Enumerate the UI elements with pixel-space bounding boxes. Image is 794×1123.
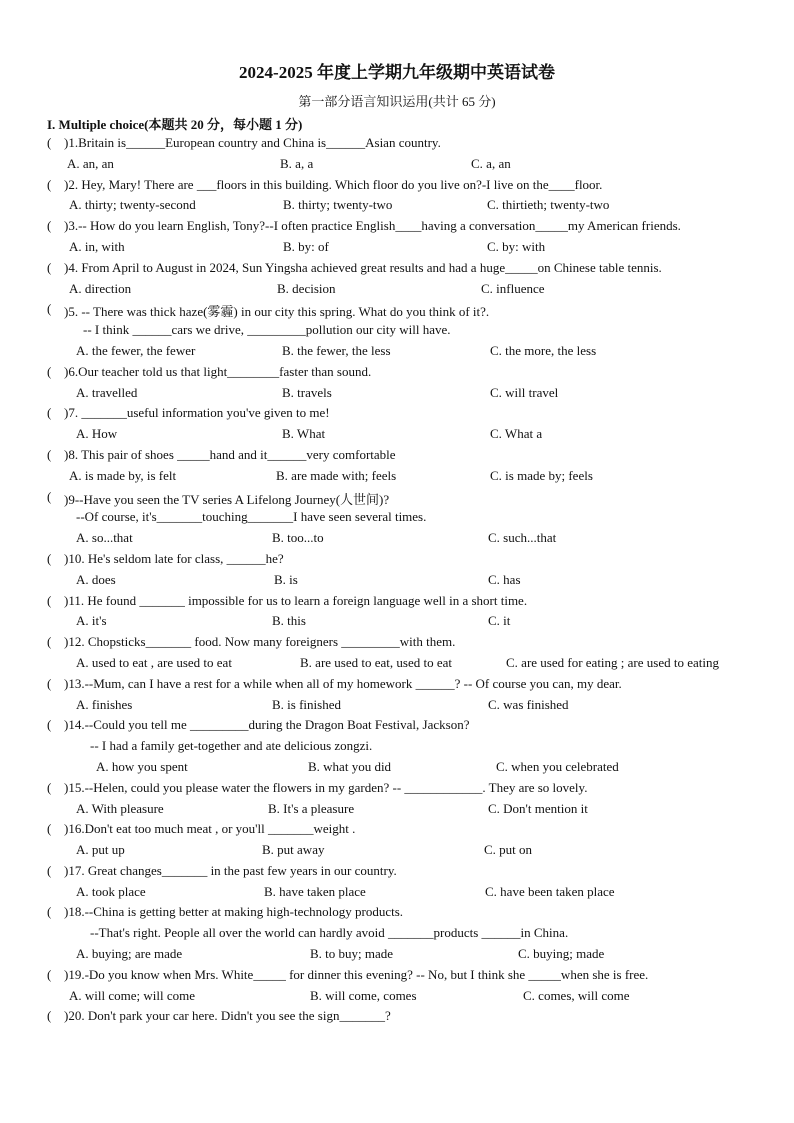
- option-b[interactable]: B. is: [274, 571, 298, 587]
- answer-bracket[interactable]: (: [47, 259, 52, 275]
- options-row: [0, 694, 794, 715]
- options-row: [0, 340, 794, 361]
- options-row: [0, 881, 794, 902]
- option-a[interactable]: A. direction: [69, 280, 132, 296]
- option-b[interactable]: B. It's a pleasure: [268, 800, 355, 816]
- question-12: [0, 631, 794, 652]
- options-row: [0, 756, 794, 777]
- options-row: [0, 465, 794, 486]
- question-text: )8. This pair of shoes _____hand and it______very comfortable: [64, 446, 396, 462]
- option-b[interactable]: B. travels: [282, 384, 332, 400]
- option-c[interactable]: C. it: [488, 613, 511, 629]
- question-text: )10. He's seldom late for class, ______he?: [64, 550, 284, 566]
- option-a[interactable]: A. will come; will come: [69, 987, 196, 1003]
- question-text: )18.--China is getting better at making high-technology products.: [64, 904, 404, 920]
- answer-bracket[interactable]: (: [47, 966, 52, 982]
- option-b[interactable]: B. are made with; feels: [276, 467, 397, 483]
- part-subtitle: 第一部分语言知识运用(共计 65 分): [298, 94, 496, 109]
- question-6: [0, 361, 794, 382]
- option-c[interactable]: C. has: [488, 571, 521, 587]
- option-c[interactable]: C. are used for eating ; are used to eating: [506, 654, 719, 670]
- question-text: )16.Don't eat too much meat , or you'll _______weight .: [64, 821, 356, 837]
- answer-bracket[interactable]: (: [47, 717, 52, 733]
- answer-bracket[interactable]: (: [47, 862, 52, 878]
- exam-title: 2024-2025 年度上学期九年级期中英语试卷: [239, 63, 555, 82]
- answer-bracket[interactable]: (: [47, 135, 52, 150]
- option-a[interactable]: A. travelled: [76, 384, 138, 400]
- option-c[interactable]: C. a, an: [471, 155, 511, 171]
- option-c[interactable]: C. thirtieth; twenty-two: [487, 197, 610, 213]
- option-c[interactable]: C. have been taken place: [485, 883, 615, 899]
- question-7: [0, 402, 794, 423]
- answer-bracket[interactable]: (: [47, 218, 52, 234]
- option-a[interactable]: A. it's: [76, 613, 107, 629]
- answer-bracket[interactable]: (: [47, 363, 52, 379]
- question-text: )9--Have you seen the TV series A Lifelong Journey(人世间)?: [64, 491, 390, 507]
- question-2: [0, 174, 794, 195]
- option-c[interactable]: C. influence: [481, 280, 545, 296]
- option-c[interactable]: C. Don't mention it: [488, 800, 588, 816]
- question-text: )4. From April to August in 2024, Sun Yingsha achieved great results and had a huge_____on Chinese table tennis.: [64, 259, 662, 275]
- question-text: )17. Great changes_______ in the past few years in our country.: [64, 862, 397, 878]
- answer-bracket[interactable]: (: [47, 779, 52, 795]
- option-a[interactable]: A. used to eat , are used to eat: [76, 654, 232, 670]
- option-b[interactable]: B. have taken place: [264, 883, 366, 899]
- options-row: [0, 527, 794, 548]
- question-text: )3.-- How do you learn English, Tony?--I often practice English____having a conversation_____my American friends.: [64, 218, 681, 234]
- option-a[interactable]: A. finishes: [76, 696, 133, 712]
- question-16: [0, 818, 794, 839]
- dialogue-line: --Of course, it's_______touching_______I have seen several times.: [76, 509, 427, 525]
- option-b[interactable]: B. a, a: [280, 155, 314, 171]
- option-c[interactable]: C. What a: [490, 426, 543, 442]
- question-15: [0, 777, 794, 798]
- option-b[interactable]: B. too...to: [272, 530, 324, 546]
- option-c[interactable]: C. by: with: [487, 238, 546, 254]
- dialogue-line: -- I had a family get-together and ate delicious zongzi.: [90, 738, 373, 754]
- option-c[interactable]: C. will travel: [490, 384, 559, 400]
- option-c[interactable]: C. was finished: [488, 696, 569, 712]
- option-b[interactable]: B. by: of: [283, 238, 329, 254]
- option-a[interactable]: A. in, with: [69, 238, 125, 254]
- options-row: [0, 943, 794, 964]
- option-c[interactable]: C. buying; made: [518, 946, 605, 962]
- answer-bracket[interactable]: (: [47, 446, 52, 462]
- options-row: [0, 236, 794, 257]
- answer-bracket[interactable]: (: [47, 405, 52, 421]
- option-a[interactable]: A. an, an: [67, 155, 114, 171]
- question-10: [0, 548, 794, 569]
- option-b[interactable]: B. is finished: [272, 696, 341, 712]
- dialogue-line: -- I think ______cars we drive, _________pollution our city will have.: [83, 322, 451, 338]
- option-c[interactable]: C. such...that: [488, 530, 557, 546]
- answer-bracket[interactable]: (: [47, 675, 52, 691]
- option-a[interactable]: A. thirty; twenty-second: [69, 197, 196, 213]
- option-b[interactable]: B. thirty; twenty-two: [283, 197, 393, 213]
- option-b[interactable]: B. what you did: [308, 758, 392, 774]
- question-14: [0, 714, 794, 735]
- question-text: )2. Hey, Mary! There are ___floors in this building. Which floor do you live on?-I live on the____floor.: [64, 176, 603, 192]
- question-continuation: [0, 735, 794, 756]
- answer-bracket[interactable]: (: [47, 488, 52, 504]
- question-text: )13.--Mum, can I have a rest for a while when all of my homework ______? -- Of course you can, my dear.: [64, 675, 622, 691]
- question-continuation: [0, 506, 794, 527]
- section-heading: I. Multiple choice(本题共 20 分，每小题 1 分): [47, 117, 303, 132]
- option-a[interactable]: A. is made by, is felt: [69, 467, 177, 483]
- option-c[interactable]: C. when you celebrated: [496, 758, 619, 774]
- option-b[interactable]: B. put away: [262, 842, 325, 858]
- option-c[interactable]: C. comes, will come: [523, 987, 630, 1003]
- question-5: [0, 298, 794, 319]
- answer-bracket[interactable]: (: [47, 821, 52, 837]
- question-continuation: [0, 922, 794, 943]
- answer-bracket[interactable]: (: [47, 176, 52, 192]
- answer-bracket[interactable]: (: [47, 592, 52, 608]
- question-18: [0, 901, 794, 922]
- question-text: )7. _______useful information you've given to me!: [64, 405, 330, 421]
- options-row: [0, 985, 794, 1006]
- answer-bracket[interactable]: (: [47, 1008, 52, 1024]
- option-a[interactable]: A. the fewer, the fewer: [76, 342, 196, 358]
- option-c[interactable]: C. is made by; feels: [490, 467, 593, 483]
- options-row: [0, 194, 794, 215]
- options-row: [0, 382, 794, 403]
- question-13: [0, 673, 794, 694]
- question-continuation: [0, 319, 794, 340]
- option-a[interactable]: A. buying; are made: [76, 946, 183, 962]
- question-1: [0, 132, 794, 153]
- option-c[interactable]: C. the more, the less: [490, 342, 597, 358]
- options-row: [0, 610, 794, 631]
- options-row: [0, 652, 794, 673]
- option-b[interactable]: B. will come, comes: [310, 987, 417, 1003]
- option-a[interactable]: A. How: [76, 426, 118, 442]
- options-row: [0, 153, 794, 174]
- option-a[interactable]: A. so...that: [76, 530, 133, 546]
- option-a[interactable]: A. took place: [76, 883, 146, 899]
- question-text: )1.Britain is______European country and China is______Asian country.: [64, 135, 441, 150]
- question-8: [0, 444, 794, 465]
- answer-bracket[interactable]: (: [47, 301, 52, 317]
- question-text: )12. Chopsticks_______ food. Now many foreigners _________with them.: [64, 634, 456, 650]
- question-text: )5. -- There was thick haze(雾霾) in our city this spring. What do you think of it?.: [64, 304, 490, 320]
- question-text: )15.--Helen, could you please water the flowers in my garden? -- ____________. They are so lovely.: [64, 779, 588, 795]
- dialogue-line: --That's right. People all over the world can hardly avoid _______products ______in China.: [90, 925, 569, 941]
- option-a[interactable]: A. put up: [76, 842, 125, 858]
- question-text: )19.-Do you know when Mrs. White_____ for dinner this evening? -- No, but I think she _____when she is free.: [64, 966, 649, 982]
- question-9: [0, 486, 794, 507]
- option-b[interactable]: B. are used to eat, used to eat: [300, 654, 452, 670]
- question-text: )20. Don't park your car here. Didn't you see the sign_______?: [64, 1008, 391, 1024]
- question-3: [0, 215, 794, 236]
- options-row: [0, 569, 794, 590]
- question-text: )14.--Could you tell me _________during the Dragon Boat Festival, Jackson?: [64, 717, 470, 733]
- answer-bracket[interactable]: (: [47, 634, 52, 650]
- options-row: [0, 798, 794, 819]
- option-c[interactable]: C. put on: [484, 842, 533, 858]
- answer-bracket[interactable]: (: [47, 550, 52, 566]
- options-row: [0, 423, 794, 444]
- answer-bracket[interactable]: (: [47, 904, 52, 920]
- option-a[interactable]: A. does: [76, 571, 116, 587]
- option-a[interactable]: A. how you spent: [96, 758, 188, 774]
- option-b[interactable]: B. decision: [277, 280, 336, 296]
- question-20: [0, 1005, 794, 1026]
- question-text: )11. He found _______ impossible for us to learn a foreign language well in a short time.: [64, 592, 528, 608]
- option-a[interactable]: A. With pleasure: [76, 800, 164, 816]
- option-b[interactable]: B. this: [272, 613, 306, 629]
- question-4: [0, 257, 794, 278]
- option-b[interactable]: B. the fewer, the less: [282, 342, 391, 358]
- question-text: )6.Our teacher told us that light________faster than sound.: [64, 363, 372, 379]
- question-list: [0, 132, 794, 1026]
- options-row: [0, 839, 794, 860]
- question-17: [0, 860, 794, 881]
- option-b[interactable]: B. to buy; made: [310, 946, 394, 962]
- question-11: [0, 590, 794, 611]
- question-19: [0, 964, 794, 985]
- option-b[interactable]: B. What: [282, 426, 326, 442]
- options-row: [0, 278, 794, 299]
